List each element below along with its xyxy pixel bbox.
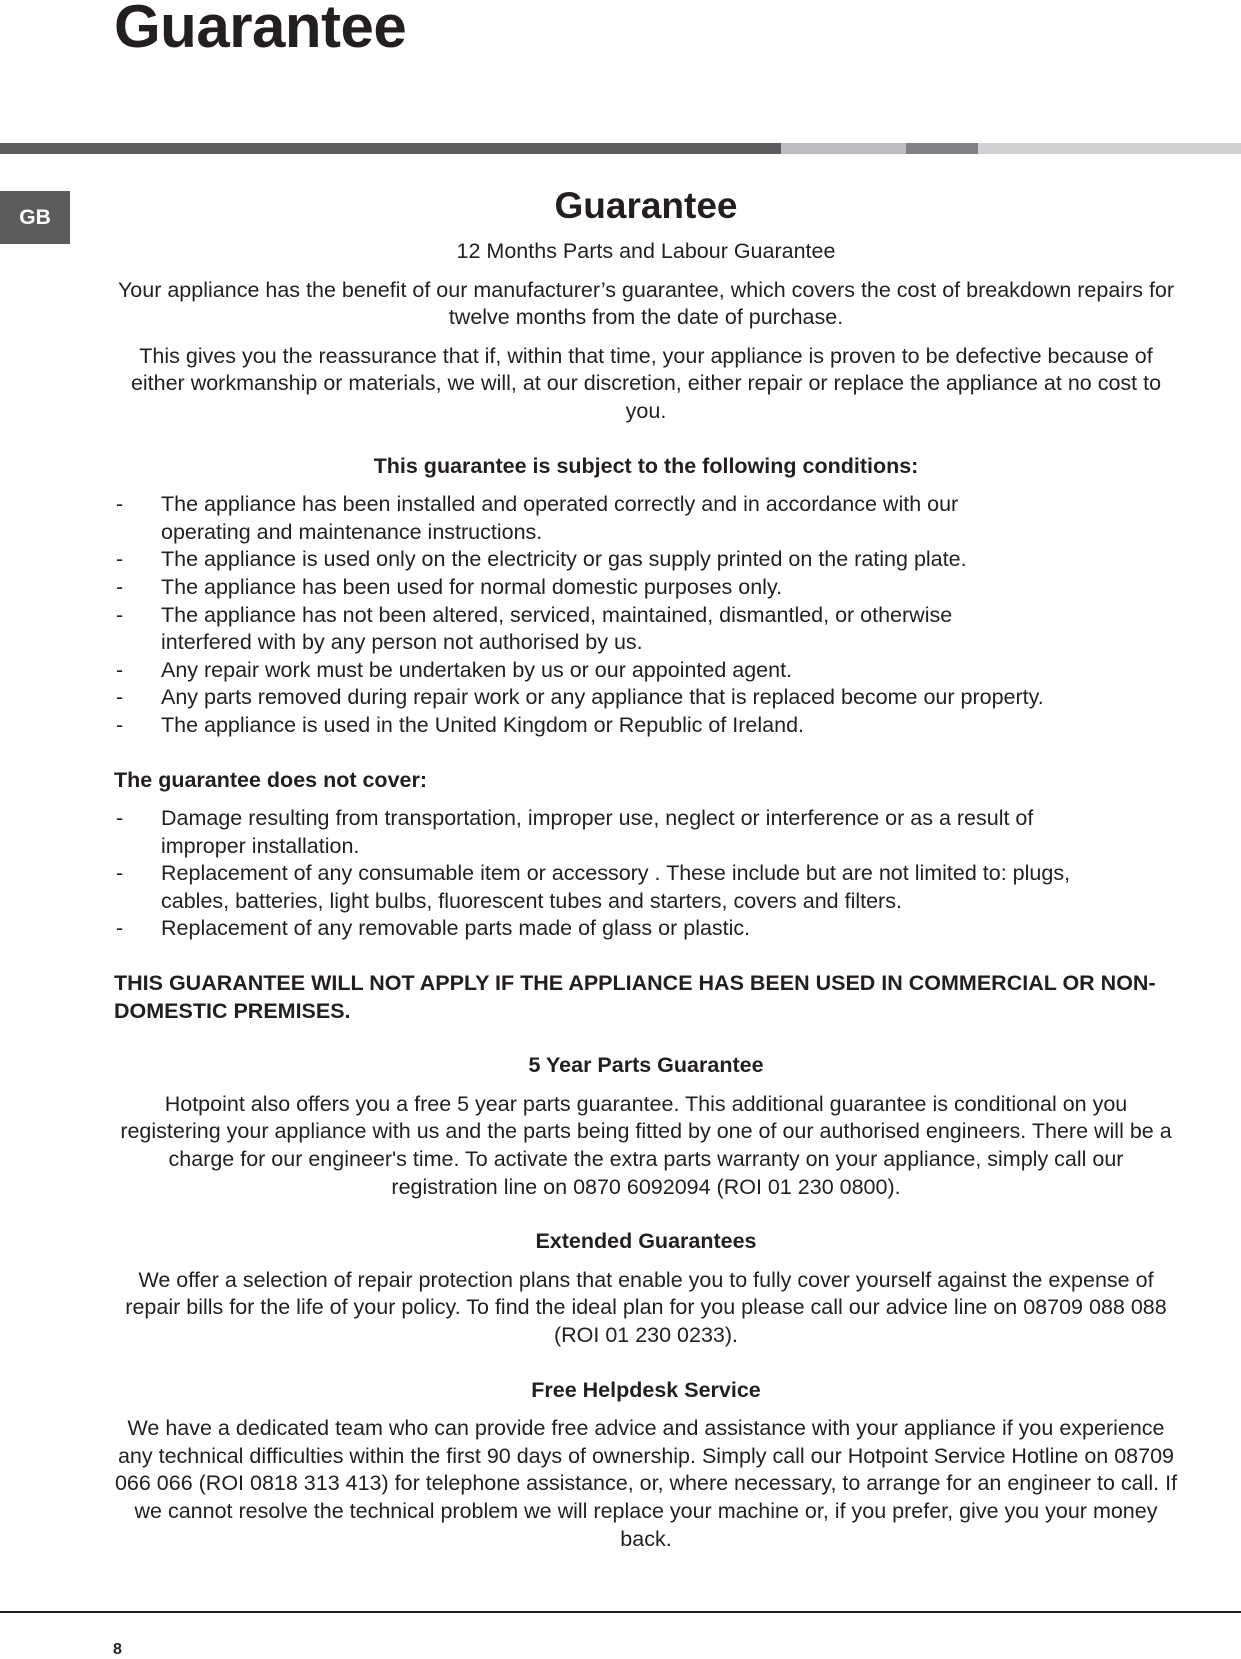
list-item-text: Any parts removed during repair work or any appliance that is replaced become our property.	[161, 685, 1044, 710]
extended-text: We offer a selection of repair protection plans that enable you to fully cover yourself against the expense of repair bills for the life of your policy. To find the ideal plan for you please call our advice line on 08709 088 088 (ROI 01 230 0233).	[125, 1267, 1167, 1347]
dash: -	[116, 685, 124, 710]
dash: -	[116, 492, 124, 517]
list-item-text: The appliance has not been altered, serviced, maintained, dismantled, or otherwise interfered with by any person not authorised by us.	[161, 602, 953, 655]
list-item-text: The appliance is used in the United Kingdom or Republic of Ireland.	[161, 712, 804, 737]
section-title: Guarantee	[554, 185, 738, 226]
subtitle: 12 Months Parts and Labour Guarantee	[456, 239, 836, 263]
warning-text: THIS GUARANTEE WILL NOT APPLY IF THE APPLIANCE HAS BEEN USED IN COMMERCIAL OR NON-DOMESTIC PREMISES.	[114, 971, 1156, 1023]
list-item	[114, 574, 1178, 602]
list-item-text: The appliance has been used for normal domestic purposes only.	[161, 574, 783, 599]
list-item	[114, 712, 1178, 740]
dash: -	[116, 574, 124, 599]
dash: -	[116, 657, 124, 682]
dash: -	[116, 861, 124, 886]
conditions-heading: This guarantee is subject to the following conditions:	[373, 453, 919, 478]
list-item-text: Replacement of any consumable item or accessory . These include but are not limited to: plugs, cables, batteries, light bulbs, fluorescent tubes and starters, covers and filters.	[161, 861, 1071, 913]
list-item	[114, 860, 1178, 915]
dash: -	[116, 712, 124, 737]
list-item	[114, 805, 1178, 860]
paragraph: Your appliance has the benefit of our manufacturer’s guarantee, which covers the cost of breakdown repairs for twelve months from the date of purchase.	[117, 277, 1175, 330]
not-cover-heading: The guarantee does not cover:	[114, 767, 428, 792]
page-header-title: Guarantee	[114, 0, 407, 60]
conditions-list	[114, 491, 1178, 739]
header-bar-segment	[978, 143, 1241, 154]
helpdesk-text: We have a dedicated team who can provide free advice and assistance with your appliance if you experience any technical difficulties within the first 90 days of ownership. Simply call our Hotpoint Service Hotline on 08709 066 066 (ROI 0818 313 413) for telephone assistance, or, where necessary, to arrange for an engineer to call. If we cannot resolve the technical problem we will replace your machine or, if you prefer, give you your money back.	[114, 1416, 1178, 1551]
dash: -	[116, 547, 124, 572]
list-item	[114, 684, 1178, 712]
list-item-text: Any repair work must be undertaken by us or our appointed agent.	[161, 657, 793, 682]
list-item	[114, 546, 1178, 574]
not-cover-list	[114, 805, 1178, 943]
list-item	[114, 602, 1178, 657]
list-item-text: Replacement of any removable parts made of glass or plastic.	[161, 916, 751, 941]
list-item-text: The appliance has been installed and operated correctly and in accordance with our operating and maintenance instructions.	[161, 492, 959, 544]
list-item	[114, 657, 1178, 685]
guarantee-content	[114, 182, 1178, 1564]
header-bar-segment	[906, 143, 978, 154]
list-item	[114, 915, 1178, 943]
dash: -	[116, 916, 124, 941]
list-item-text: Damage resulting from transportation, improper use, neglect or interference or as a result of improper installation.	[161, 806, 1034, 858]
five-year-heading: 5 Year Parts Guarantee	[528, 1053, 764, 1078]
dash: -	[116, 602, 124, 627]
five-year-text: Hotpoint also offers you a free 5 year parts guarantee. This additional guarantee is conditional on you registering your appliance with us and the parts being fitted by one of our authorised engineers. There will be a charge for our engineer's time. To activate the extra parts warranty on your appliance, simply call our registration line on 0870 6092094 (ROI 01 230 0800).	[120, 1091, 1172, 1199]
dash: -	[116, 806, 124, 831]
list-item-text: The appliance is used only on the electricity or gas supply printed on the rating plate.	[161, 547, 967, 572]
list-item	[114, 491, 1178, 546]
header-bar-segment	[781, 143, 906, 154]
paragraph: This gives you the reassurance that if, within that time, your appliance is proven to be defective because of either workmanship or materials, we will, at our discretion, either repair or replace the appliance at no cost to you.	[130, 343, 1162, 423]
header-bar-segment	[0, 143, 781, 154]
footer-divider	[0, 1611, 1241, 1613]
extended-heading: Extended Guarantees	[535, 1229, 757, 1254]
language-tab: GB	[0, 191, 70, 244]
page-number: 8	[113, 1641, 122, 1658]
helpdesk-heading: Free Helpdesk Service	[531, 1377, 761, 1402]
